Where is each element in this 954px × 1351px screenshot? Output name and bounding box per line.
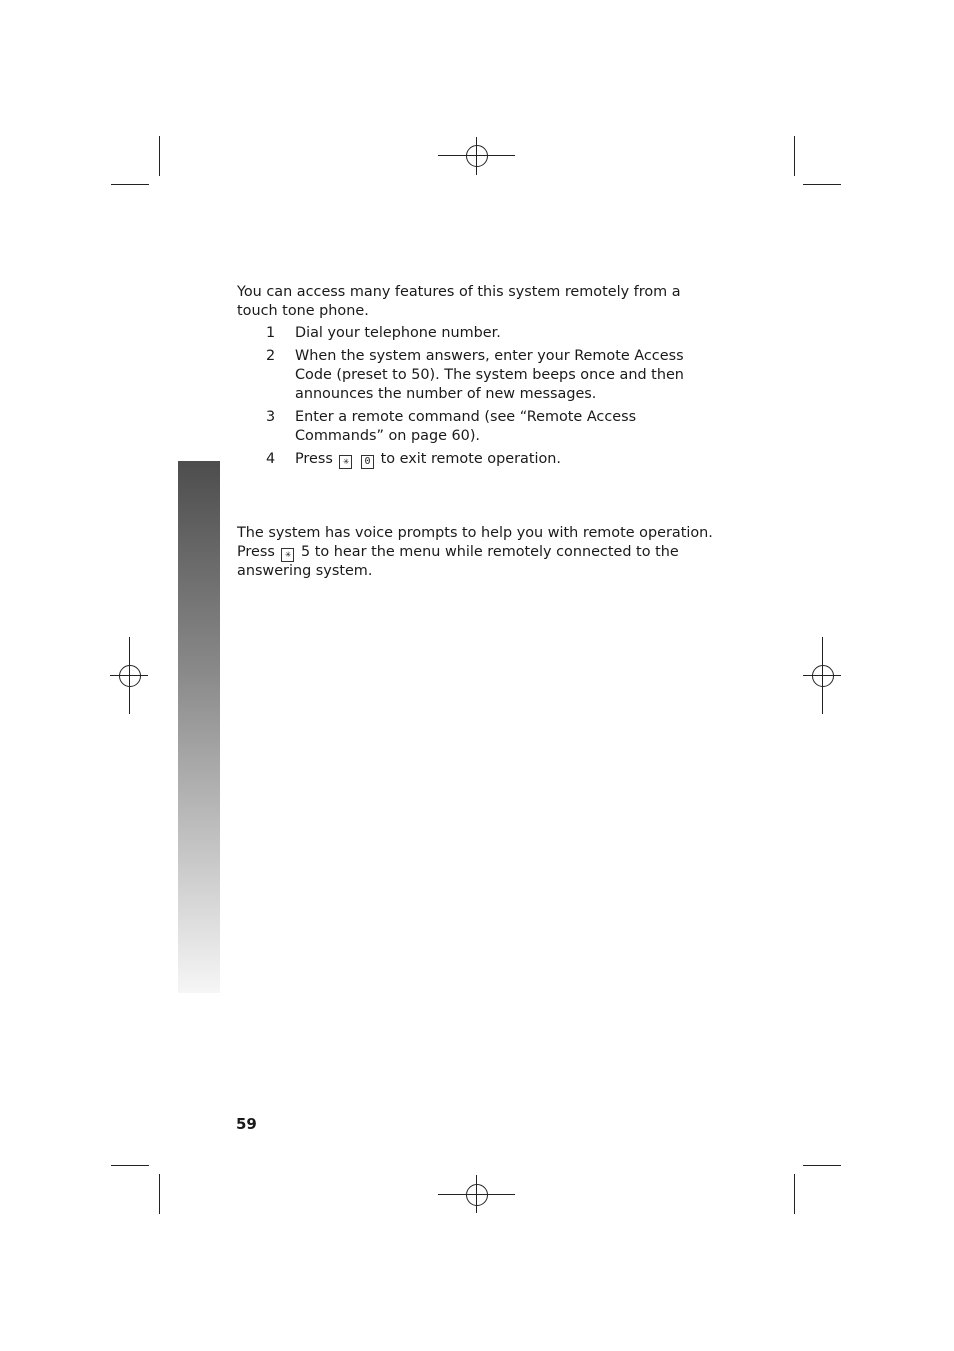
section-side-tab [178,461,220,993]
step-number: 4 [266,451,276,467]
crop-mark [794,1174,795,1214]
step-text-press: Press [295,451,333,467]
crop-mark [159,1174,160,1214]
step-number: 2 [266,348,276,364]
help-line-2 [237,543,717,581]
list-item [237,450,717,469]
page-number: 59 [236,1115,257,1133]
crop-mark [159,136,160,176]
step-number: 1 [266,325,276,341]
crop-mark [794,136,795,176]
step-text: Dial your telephone number. [295,325,501,341]
crop-mark [803,1165,841,1166]
list-item [237,408,717,446]
list-item [237,324,717,343]
intro-paragraph: You can access many features of this system remotely from a touch tone phone. [237,284,681,319]
steps-list [237,324,717,473]
help-press: Press [237,544,275,560]
step-text: Enter a remote command (see “Remote Access Commands” on page 60). [295,409,637,444]
star-key-icon: ✳ [339,455,352,469]
star-key-icon: ✳ [281,548,294,562]
step-number: 3 [266,409,276,425]
step-text: When the system answers, enter your Remote Access Code (preset to 50). The system beeps once and then announces the number of new messages. [295,348,684,402]
help-text: 5 to hear the menu while remotely connected to the answering system. [237,544,679,579]
list-item [237,347,717,404]
crop-mark [111,184,149,185]
zero-key-icon: 0 [361,455,374,469]
crop-mark [111,1165,149,1166]
help-line-1: The system has voice prompts to help you with remote operation. [237,525,713,541]
step-text-exit: to exit remote operation. [380,451,561,467]
help-paragraph [237,524,717,581]
crop-mark [803,184,841,185]
